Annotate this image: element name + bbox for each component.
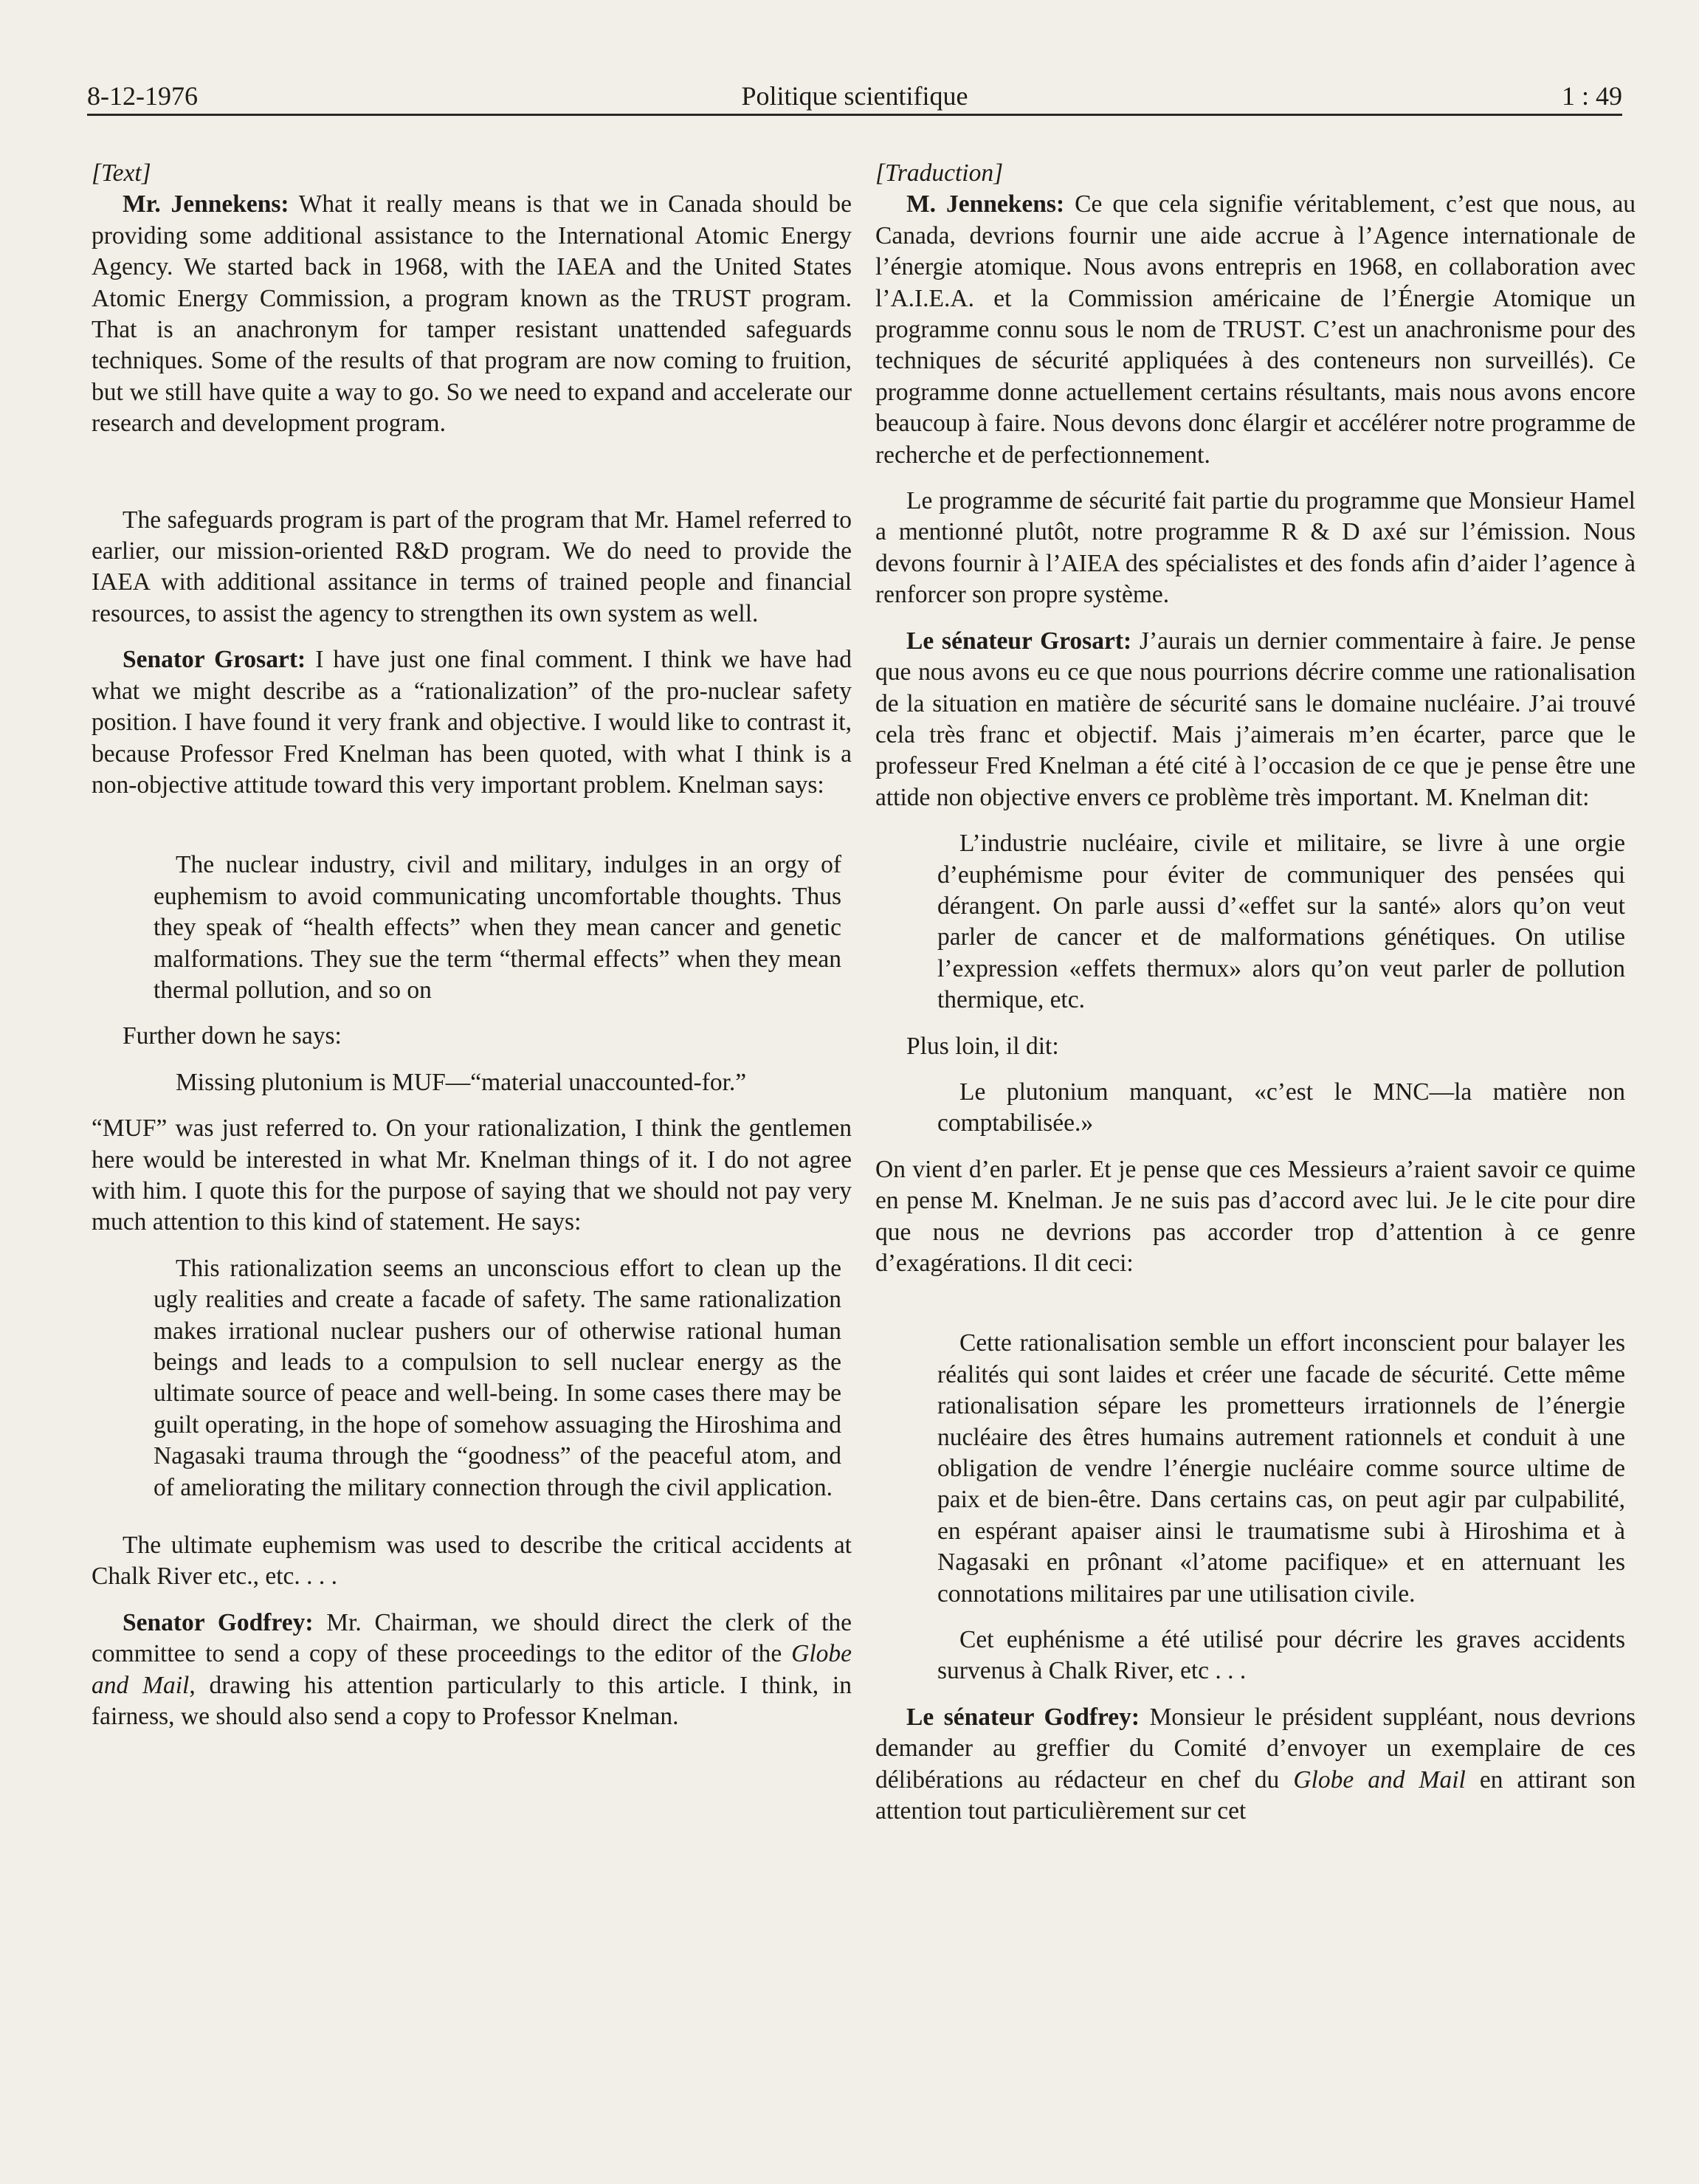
header-rule [87, 114, 1622, 116]
paragraph-ultimate-euphemism: The ultimate euphemism was used to describe the critical accidents at Chalk River etc., etc. . . . [92, 1532, 852, 1591]
newspaper-title: Globe and Mail [1293, 1766, 1466, 1794]
paragraph-text: Monsieur le président suppléant, nous devrions demander au greffier du Comité d’envoyer un exemplaire de ces délibérations au rédacteur en chef du [875, 1703, 1636, 1794]
text-label: [Text] [92, 159, 151, 187]
paragraph-further: Further down he says: [123, 1022, 342, 1050]
speaker-name: Senator Godfrey: [123, 1608, 314, 1636]
quote-euphemisme-fr: L’industrie nucléaire, civile et militaire, se livre à une orgie d’euphémisme pour éviter de communiquer des pensées qui dérangent. On parle aussi d’«effet sur la santé» alors qu’on veut parler de cancer et de malformations génétiques. On utilise l’expression «effets thermux» alors qu’on veut parler de pollution thermique, etc. [937, 830, 1625, 1014]
header-date: 8-12-1976 [87, 81, 198, 111]
paragraph-text: en attirant son attention tout particulièrement sur cet [875, 1766, 1636, 1825]
paragraph-text: J’aurais un dernier commentaire à faire. Je pense que nous avons eu ce que nous pourrions décrire comme une rationalisation de la situation en matière de sécurité sans le domaine nucléaire. J’ai trouvé cela très franc et objectif. Mais j’aimerais m’en écarter, parce que le professeur Fred Knelman a été cité à l’occasion de ce que je pense être une attide non objective envers ce problème très important. M. Knelman dit: [875, 627, 1636, 811]
paragraph-on-vient-fr: On vient d’en parler. Et je pense que ces Messieurs a’raient savoir ce quime en pense M. Knelman. Je ne suis pas d’accord avec lui. Je le cite pour dire que nous ne devrions pas accorder trop d’attention à ce genre d’exagérations. Il dit ceci: [875, 1155, 1636, 1277]
speaker-name: Mr. Jennekens: [123, 190, 289, 218]
paragraph-text: Ce que cela signifie véritablement, c’est que nous, au Canada, devrions fournir une aide accrue à l’Agence internationale de l’énergie atomique. Nous avons entrepris en 1968, en collaboration avec l’A.I.E.A. et la Commission américaine de l’Énergie Atomique un programme connu sous le nom de TRUST. C’est un anachronisme pour des techniques de sécurité appliquées à des conteneurs non surveillés). Ce programme donne actuellement certains résultants, mais nous avons encore beaucoup à faire. Nous devons donc élargir et accélérer notre programme de recherche et de perfectionnement. [875, 190, 1636, 469]
french-column [875, 158, 1636, 1828]
paragraph-grosart-fr [875, 626, 1636, 813]
quote-muf: Missing plutonium is MUF—“material unaccounted-for.” [176, 1068, 747, 1096]
running-header [87, 77, 1622, 115]
paragraph-muf: “MUF” was just referred to. On your rationalization, I think the gentlemen here would be interested in what Mr. Knelman things of it. I do not agree with him. I quote this for the purpose of saying that we should not pay very much attention to this kind of statement. He says: [92, 1115, 852, 1236]
paragraph-text: What it really means is that we in Canada should be providing some additional assistance to the International Atomic Energy Agency. We started back in 1968, with the IAEA and the United States Atomic Energy Commission, a program known as the TRUST program. That is an anachronym for tamper resistant unattended safeguards techniques. Some of the results of that program are now coming to fruition, but we still have quite a way to go. So we need to expand and accelerate our research and development program. [92, 190, 852, 438]
paragraph-text: I have just one final comment. I think we have had what we might describe as a “rationalization” of the pro-nuclear safety position. I have found it very frank and objective. I would like to contrast it, because Professor Fred Knelman has been quoted, with what I think is a non-objective attitude toward this very important problem. Knelman says: [92, 646, 852, 799]
paragraph-jennekens [92, 189, 852, 439]
paragraph-text: , drawing his attention particularly to this article. I think, in fairness, we should also send a copy to Professor Knelman. [92, 1671, 852, 1731]
quote-rationalization: This rationalization seems an unconscious effort to clean up the ugly realities and create a facade of safety. The same rationalization makes irrational nuclear pushers our of otherwise rational human beings and leads to a compulsion to sell nuclear energy as the ultimate source of peace and well-being. In some cases there may be guilt operating, in the hope of somehow assuaging the Hiroshima and Nagasaki trauma through the “goodness” of the peaceful atom, and of ameliorating the military connection through the civil application. [154, 1254, 841, 1501]
traduction-label: [Traduction] [875, 159, 1004, 187]
paragraph-jennekens-fr [875, 189, 1636, 471]
header-page-number: 1 : 49 [1561, 81, 1622, 111]
quote-rationalisation-fr: Cette rationalisation semble un effort inconscient pour balayer les réalités qui sont laides et créer une facade de sécurité. Cette même rationalisation sépare les prometteurs irrationnels de l’énergie nucléaire des êtres humains autrement rationnels et conduit à une obligation de vendre l’énergie nucléaire comme source ultime de paix et de bien-être. Dans certains cas, on peut agir par culpabilité, en espérant apaiser ainsi le traumatisme subi à Hiroshima et à Nagasaki en prônant «l’atome pacifique» et en atternuant les connotations militaires par une utilisation civile. [937, 1329, 1625, 1608]
speaker-name: M. Jennekens: [906, 190, 1065, 218]
speaker-name: Le sénateur Godfrey: [906, 1703, 1140, 1731]
newspaper-title: Globe and Mail [92, 1640, 852, 1699]
paragraph-safeguards: The safeguards program is part of the program that Mr. Hamel referred to earlier, our mission-oriented R&D program. We do need to provide the IAEA with additional assitance in terms of trained people and financial resources, to assist the agency to strengthen its own system as well. [92, 506, 852, 627]
paragraph-text: Mr. Chairman, we should direct the clerk of the committee to send a copy of these proceedings to the editor of the [92, 1608, 852, 1668]
paragraph-grosart [92, 644, 852, 801]
english-column [92, 158, 852, 1732]
quote-chalk-river-fr: Cet euphénisme a été utilisé pour décrire les graves accidents survenus à Chalk River, etc . . . [937, 1626, 1625, 1685]
speaker-name: Senator Grosart: [123, 646, 306, 674]
paragraph-godfrey [92, 1608, 852, 1733]
speaker-name: Le sénateur Grosart: [906, 627, 1132, 655]
header-title: Politique scientifique [741, 81, 968, 111]
paragraph-plus-loin-fr: Plus loin, il dit: [906, 1032, 1059, 1060]
quote-euphemism: The nuclear industry, civil and military, indulges in an orgy of euphemism to avoid communicating uncomfortable thoughts. Thus they speak of “health effects” when they mean cancer and genetic malformations. They sue the term “thermal effects” when they mean thermal pollution, and so on [154, 851, 841, 1004]
paragraph-securite-fr: Le programme de sécurité fait partie du programme que Monsieur Hamel a mentionné plutôt, notre programme R & D axé sur l’émission. Nous devons fournir à l’AIEA des spécialistes et des fonds afin d’aider l’agence à renforcer son propre système. [875, 487, 1636, 609]
paragraph-godfrey-fr [875, 1702, 1636, 1828]
quote-mnc-fr: Le plutonium manquant, «c’est le MNC—la matière non comptabilisée.» [937, 1078, 1625, 1137]
